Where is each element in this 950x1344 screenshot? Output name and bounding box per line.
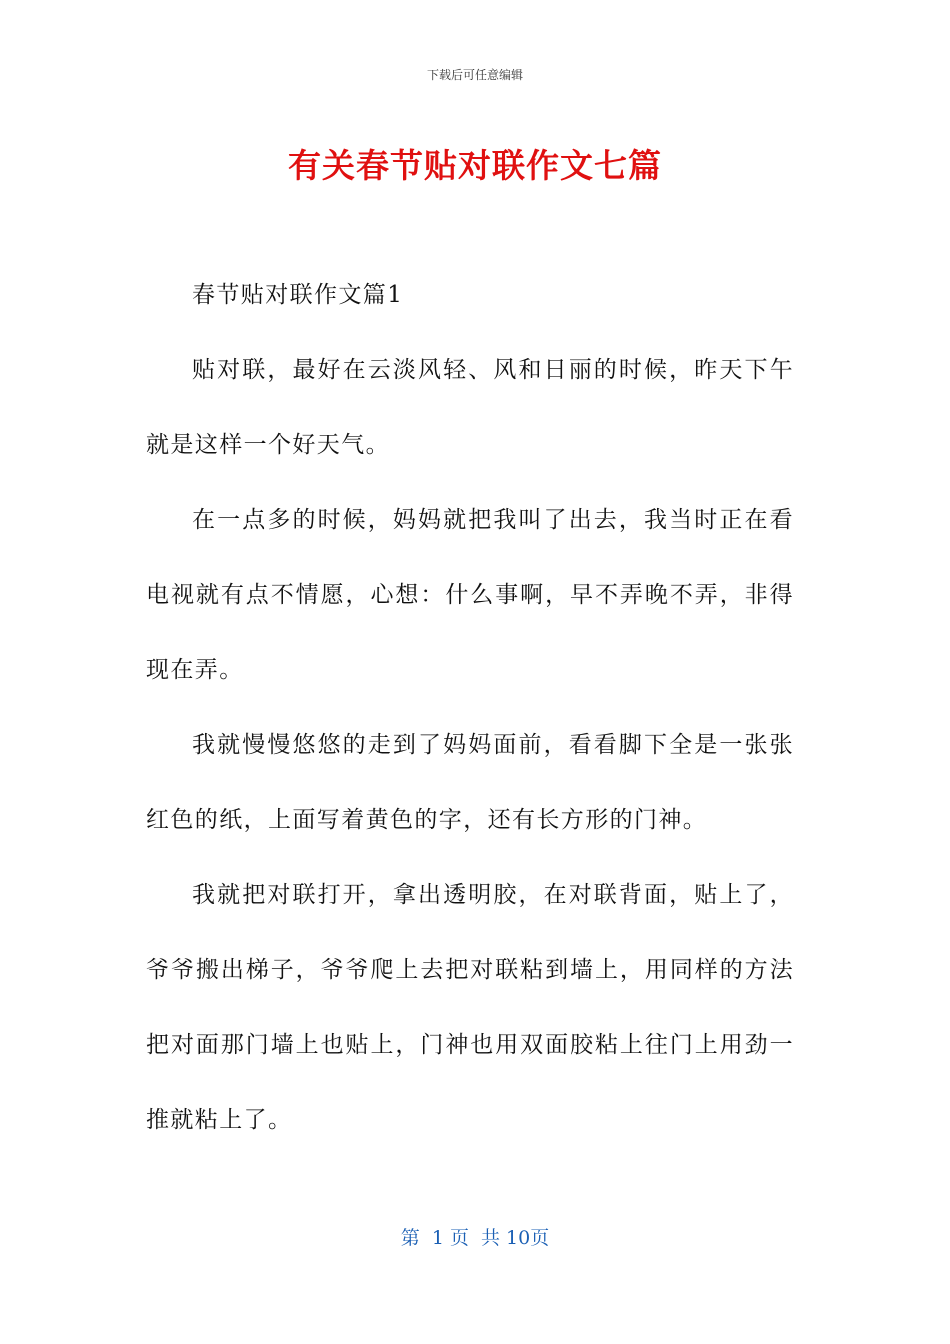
paragraph-3: 在一点多的时候，妈妈就把我叫了出去，我当时正在看电视就有点不情愿，心想：什么事啊，早不弄晚不弄，非得现在弄。 [146, 507, 794, 683]
paragraph-1: 春节贴对联作文篇1 [192, 282, 404, 308]
paragraph-5: 我就把对联打开，拿出透明胶，在对联背面，贴上了，爷爷搬出梯子，爷爷爬上去把对联粘到墙上，用同样的方法把对面那门墙上也贴上，门神也用双面胶粘上往门上用劲一推就粘上了。 [146, 882, 794, 1133]
paragraph-2: 贴对联，最好在云淡风轻、风和日丽的时候，昨天下午就是这样一个好天气。 [146, 357, 794, 458]
header-note: 下载后可任意编辑 [426, 68, 523, 82]
document-body [146, 258, 794, 1158]
document-title: 有关春节贴对联作文七篇 [288, 146, 662, 185]
paragraph-4: 我就慢慢悠悠的走到了妈妈面前，看看脚下全是一张张红色的纸，上面写着黄色的字，还有长方形的门神。 [146, 732, 794, 833]
page-number-label: 第 1 页 共 10页 [400, 1227, 550, 1249]
page-footer [0, 1224, 950, 1252]
